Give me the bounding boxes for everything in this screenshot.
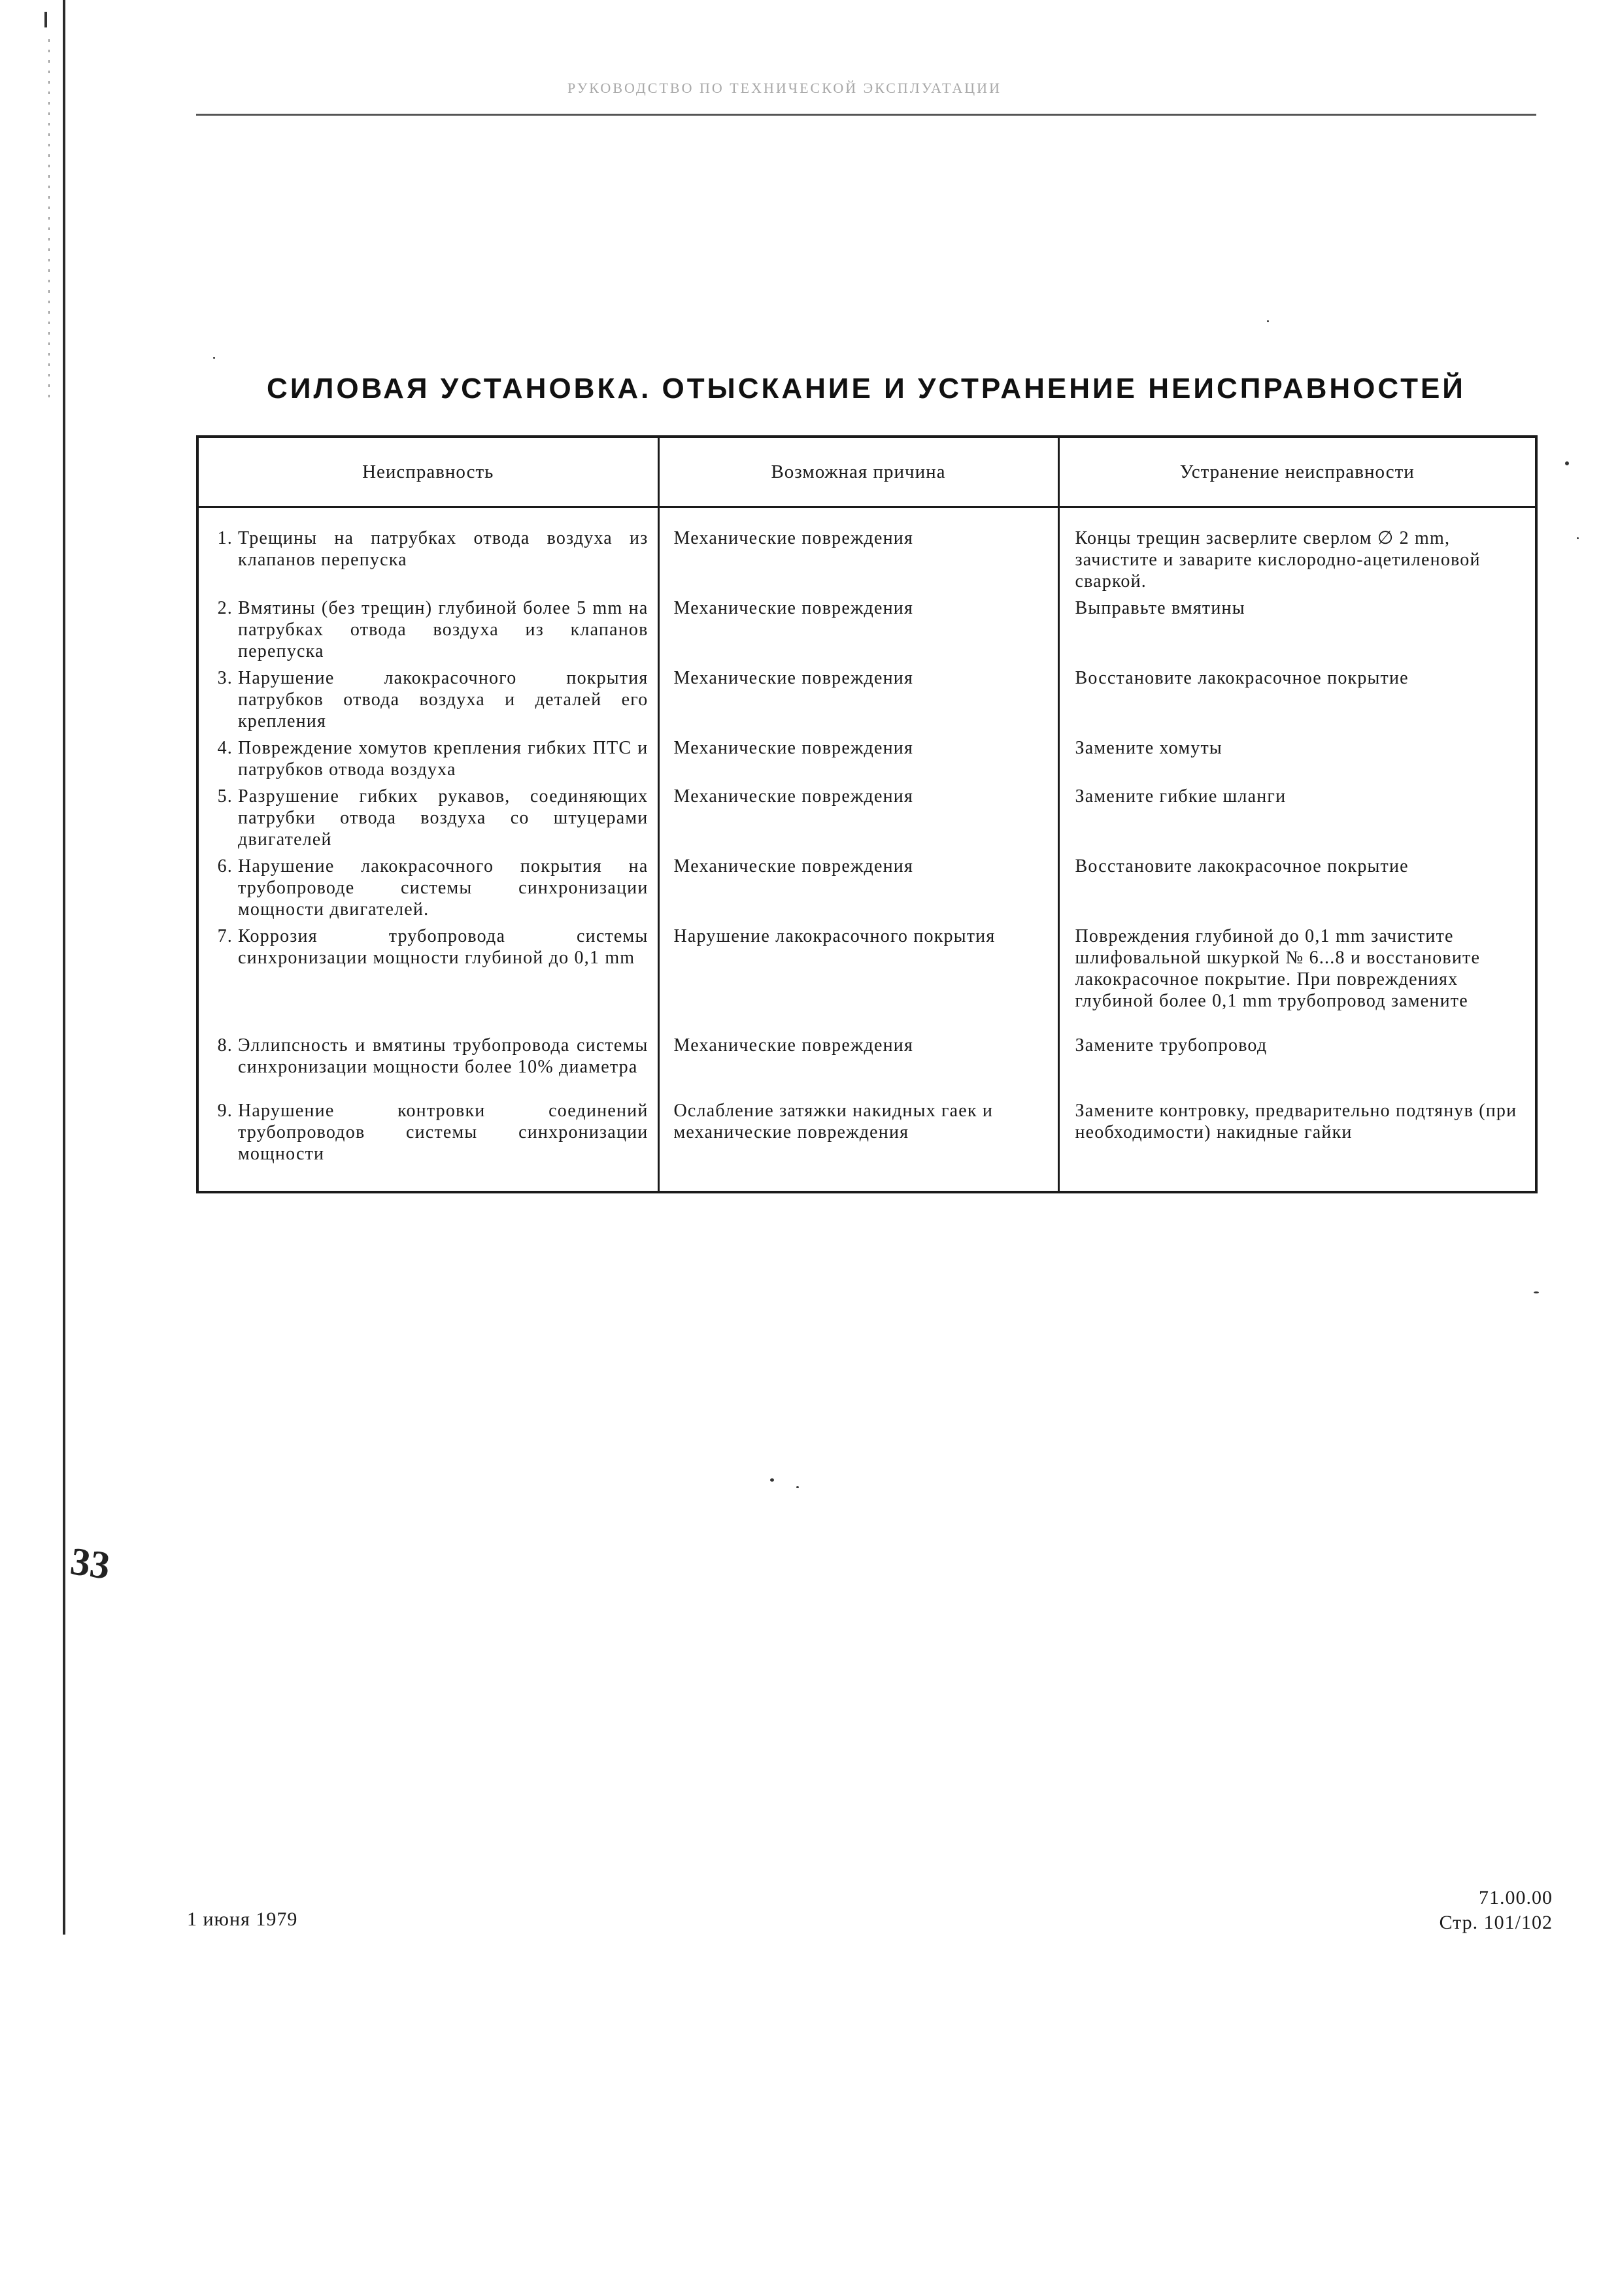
- fault-text: Коррозия трубопровода системы синхронизации мощности глубиной до 0,1 mm: [238, 926, 649, 968]
- header-fix: Устранение неисправности: [1058, 437, 1536, 507]
- table-row: [197, 507, 1536, 593]
- fault-cell: [197, 662, 658, 732]
- troubleshooting-table: [196, 435, 1538, 1193]
- table-row: [197, 920, 1536, 1029]
- table-header-row: [197, 437, 1536, 507]
- fault-text: Нарушение лакокрасочного покрытия на трубопроводе системы синхронизации мощности двигателей.: [238, 856, 649, 920]
- fix-cell: Замените трубопровод: [1058, 1029, 1536, 1095]
- scan-speck: [1267, 320, 1269, 322]
- fault-text: Эллипсность и вмятины трубопровода системы синхронизации мощности более 10% диаметра: [238, 1035, 649, 1077]
- fault-cell: [197, 507, 658, 593]
- scan-speck: [1577, 537, 1579, 539]
- row-number: 5.: [217, 786, 233, 807]
- fix-cell: Выправьте вмятины: [1058, 592, 1536, 662]
- table-row: [197, 850, 1536, 920]
- footer-page-info: [1440, 1886, 1553, 1935]
- fix-cell: Замените гибкие шланги: [1058, 780, 1536, 850]
- row-number: 6.: [217, 856, 233, 876]
- cause-cell: Механические повреждения: [658, 1029, 1058, 1095]
- fault-text: Трещины на патрубках отвода воздуха из клапанов перепуска: [238, 528, 649, 570]
- table-row: [197, 1029, 1536, 1095]
- binding-edge: [63, 0, 65, 1935]
- row-number: 4.: [217, 738, 233, 758]
- fault-cell: [197, 780, 658, 850]
- fault-cell: [197, 592, 658, 662]
- cause-cell: Механические повреждения: [658, 850, 1058, 920]
- fault-cell: [197, 920, 658, 1029]
- footer-date: 1 июня 1979: [187, 1908, 298, 1930]
- cause-cell: Нарушение лакокрасочного покрытия: [658, 920, 1058, 1029]
- margin-handwritten-mark: 33: [67, 1539, 113, 1588]
- fault-text: Нарушение контровки соединений трубопроводов системы синхронизации мощности: [238, 1101, 649, 1164]
- page-title: СИЛОВАЯ УСТАНОВКА. ОТЫСКАНИЕ И УСТРАНЕНИЕ НЕИСПРАВНОСТЕЙ: [267, 373, 1466, 405]
- scan-speck: [796, 1486, 799, 1488]
- scan-speck: [213, 357, 215, 359]
- row-number: 3.: [217, 668, 233, 688]
- table-row: [197, 592, 1536, 662]
- table-row: [197, 732, 1536, 780]
- table-row: [197, 1095, 1536, 1192]
- row-number: 7.: [217, 926, 233, 946]
- cause-cell: Механические повреждения: [658, 507, 1058, 593]
- fault-text: Повреждение хомутов крепления гибких ПТС и патрубков отвода воздуха: [238, 738, 649, 780]
- scan-speck: [1534, 1291, 1539, 1293]
- row-number: 9.: [217, 1101, 233, 1121]
- fault-cell: [197, 1029, 658, 1095]
- running-header: РУКОВОДСТВО ПО ТЕХНИЧЕСКОЙ ЭКСПЛУАТАЦИИ: [567, 80, 1002, 96]
- header-cause: Возможная причина: [658, 437, 1058, 507]
- header-rule: [196, 114, 1536, 116]
- footer-section-code: 71.00.00: [1479, 1887, 1553, 1908]
- header-fault: Неисправность: [197, 437, 658, 507]
- fault-cell: [197, 732, 658, 780]
- cause-cell: Механические повреждения: [658, 592, 1058, 662]
- row-number: 8.: [217, 1035, 233, 1056]
- fault-text: Нарушение лакокрасочного покрытия патрубков отвода воздуха и деталей его крепления: [238, 668, 649, 731]
- row-number: 2.: [217, 598, 233, 618]
- cause-cell: Механические повреждения: [658, 732, 1058, 780]
- row-number: 1.: [217, 528, 233, 548]
- cause-cell: Механические повреждения: [658, 662, 1058, 732]
- fix-cell: Замените контровку, предварительно подтянув (при необходимости) накидные гайки: [1058, 1095, 1536, 1192]
- table-row: [197, 780, 1536, 850]
- footer-page-number: Стр. 101/102: [1439, 1912, 1553, 1933]
- fault-text: Вмятины (без трещин) глубиной более 5 mm на патрубках отвода воздуха из клапанов перепуска: [238, 598, 649, 661]
- fault-text: Разрушение гибких рукавов, соединяющих патрубки отвода воздуха со штуцерами двигателей: [238, 786, 649, 850]
- fix-cell: Повреждения глубиной до 0,1 mm зачистите шлифовальной шкуркой № 6...8 и восстановите лакокрасочное покрытие. При повреждениях глубиной более 0,1 mm трубопровод замените: [1058, 920, 1536, 1029]
- fix-cell: Восстановите лакокрасочное покрытие: [1058, 662, 1536, 732]
- cause-cell: Механические повреждения: [658, 780, 1058, 850]
- scan-speck: [770, 1478, 774, 1482]
- fault-cell: [197, 1095, 658, 1192]
- cause-cell: Ослабление затяжки накидных гаек и механические повреждения: [658, 1095, 1058, 1192]
- fix-cell: Замените хомуты: [1058, 732, 1536, 780]
- fix-cell: Восстановите лакокрасочное покрытие: [1058, 850, 1536, 920]
- scan-speck: [1565, 461, 1569, 465]
- table-row: [197, 662, 1536, 732]
- fault-cell: [197, 850, 658, 920]
- fix-cell: Концы трещин засверлите сверлом ∅ 2 mm, зачистите и заварите кислородно-ацетиленовой сваркой.: [1058, 507, 1536, 593]
- binding-dash: [44, 12, 47, 27]
- binding-holes: [48, 39, 50, 405]
